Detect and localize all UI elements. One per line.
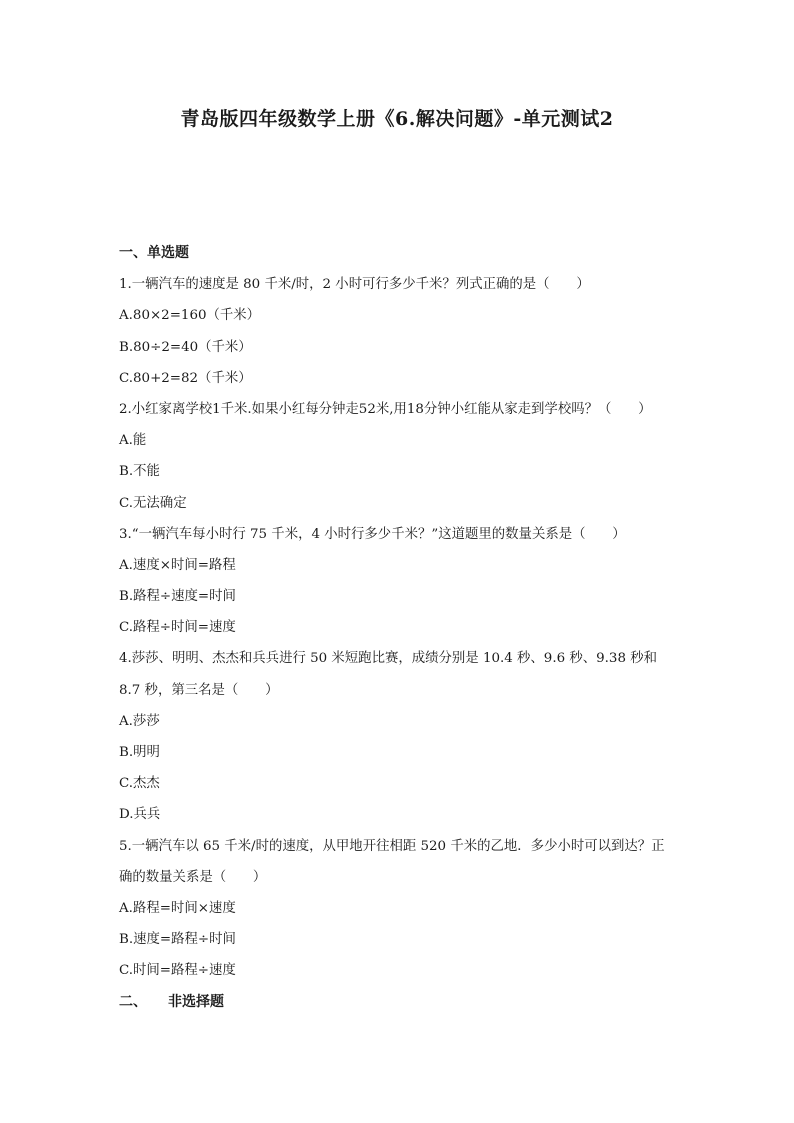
question-4-stem-line-2: 8.7 秒，第三名是（ ） bbox=[119, 682, 279, 698]
question-5-stem-line-2: 确的数量关系是（ ） bbox=[119, 869, 267, 885]
question-3-option-b: B.路程÷速度=时间 bbox=[119, 589, 236, 605]
question-4-option-d: D.兵兵 bbox=[119, 807, 161, 823]
question-2-option-a: A.能 bbox=[119, 433, 147, 449]
question-1-stem: 1.一辆汽车的速度是 80 千米/时，2 小时可行多少千米？列式正确的是（ ） bbox=[119, 277, 590, 293]
document-content bbox=[119, 238, 679, 1018]
question-1-option-c: C.80+2=82（千米） bbox=[119, 370, 252, 386]
section-heading-non-choice: 二、 非选择题 bbox=[119, 993, 224, 1010]
question-5-option-c: C.时间=路程÷速度 bbox=[119, 963, 236, 979]
question-2-stem: 2.小红家离学校1千米.如果小红每分钟走52米,用18分钟小红能从家走到学校吗？（ ） bbox=[119, 401, 652, 417]
question-3-option-c: C.路程÷时间=速度 bbox=[119, 620, 236, 636]
question-5-stem-line-1: 5.一辆汽车以 65 千米/时的速度，从甲地开往相距 520 千米的乙地．多少小时可以到达？正 bbox=[119, 838, 665, 854]
question-2-option-b: B.不能 bbox=[119, 464, 160, 480]
question-2-option-c: C.无法确定 bbox=[119, 495, 187, 511]
question-5-option-a: A.路程=时间×速度 bbox=[119, 900, 236, 916]
question-4-option-c: C.杰杰 bbox=[119, 776, 160, 792]
question-3-stem: 3.“一辆汽车每小时行 75 千米，4 小时行多少千米？”这道题里的数量关系是（ ） bbox=[119, 526, 626, 542]
page-title: 青岛版四年级数学上册《6.解决问题》-单元测试2 bbox=[180, 108, 614, 130]
question-4-option-a: A.莎莎 bbox=[119, 713, 160, 729]
question-4-option-b: B.明明 bbox=[119, 745, 160, 760]
question-3-option-a: A.速度×时间=路程 bbox=[119, 557, 236, 573]
question-1-option-b: B.80÷2=40（千米） bbox=[119, 339, 252, 355]
question-4-stem-line-1: 4.莎莎、明明、杰杰和兵兵进行 50 米短跑比赛，成绩分别是 10.4 秒、9.6 秒、9.38 秒和 bbox=[119, 651, 657, 667]
section-heading-single-choice: 一、单选题 bbox=[119, 245, 189, 261]
question-1-option-a: A.80×2=160（千米） bbox=[119, 308, 261, 324]
question-5-option-b: B.速度=路程÷时间 bbox=[119, 932, 236, 948]
